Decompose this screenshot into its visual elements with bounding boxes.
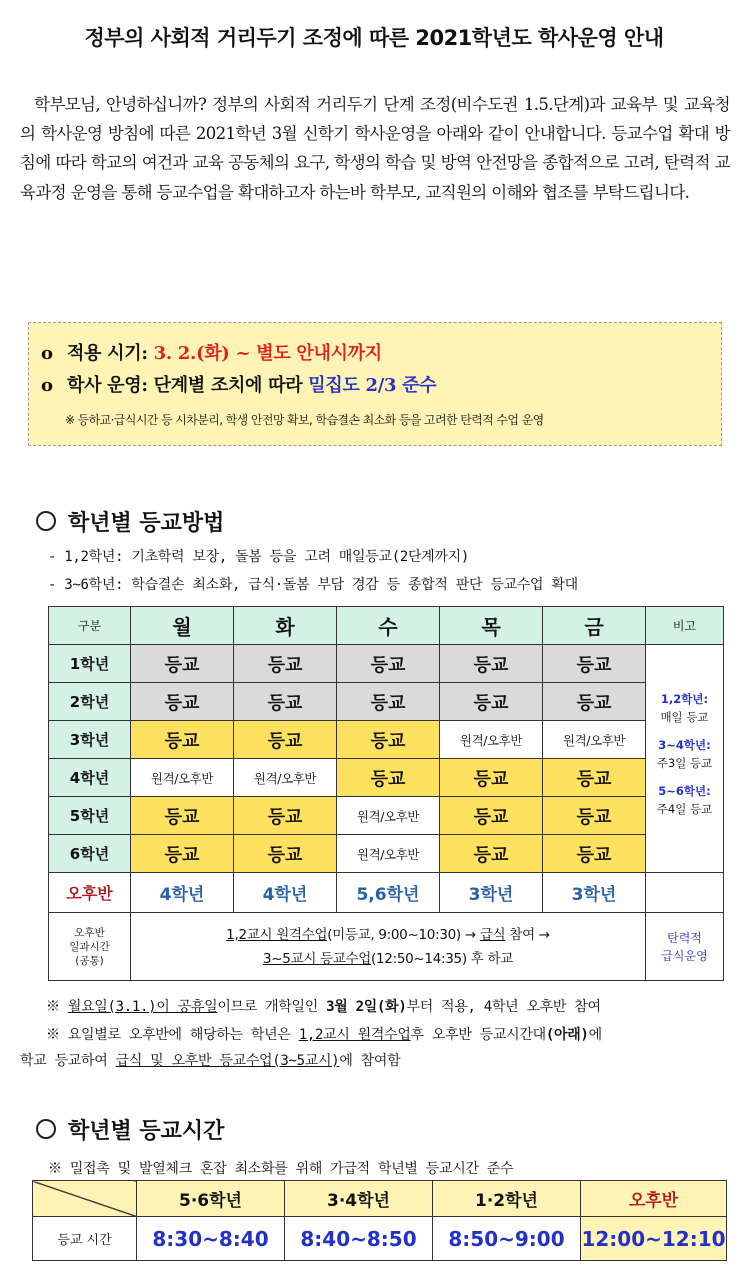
schedule-cell: 원격/오후반: [234, 759, 337, 797]
afternoon-label: 오후반: [49, 873, 131, 913]
intro-paragraph: 학부모님, 안녕하십니까? 정부의 사회적 거리두기 단계 조정(비수도권 1.5.단계)과 교육부 및 교육청의 학사운영 방침에 따른 2021학년 3월 신학기 학사운영을 아래와 같이 안내합니다. 등교수업 확대 방침에 따라 학교의 여건과 교육 공동체의 요구, 학생의 학습 및 방역 안전망을 종합적으로 고려, 탄력적 교육과정 운영을 통해 등교수업을 확대하고자 하는바 학부모, 교직원의 이해와 협조를 부탁드립니다.: [20, 95, 730, 202]
table-row: [49, 759, 724, 797]
header-thu: 목: [440, 607, 543, 645]
remark-3-4-title: 3~4학년:: [658, 737, 711, 752]
remark-3-4-text: 주3일 등교: [656, 755, 713, 770]
schedule-cell: 원격/오후반: [337, 835, 440, 873]
header-grade-1-2: 1·2학년: [433, 1181, 581, 1217]
schedule-cell: 등교: [440, 797, 543, 835]
table-row: [49, 683, 724, 721]
grade-label: 1학년: [49, 645, 131, 683]
header-wed: 수: [337, 607, 440, 645]
period-label: 적용 시기:: [67, 343, 148, 364]
bullet-icon: o: [41, 343, 53, 364]
time-note: ※ 밀접촉 및 발열체크 혼잡 최소화를 위해 가급적 학년별 등교시간 준수: [48, 1161, 514, 1177]
summary-note: ※ 등하교·급식시간 등 시차분리, 학생 안전망 확보, 학습결손 최소화 등을 고려한 탄력적 수업 운영: [65, 413, 544, 427]
schedule-cell: 등교: [234, 835, 337, 873]
bullet-icon: o: [41, 375, 53, 396]
afternoon-cell: 4학년: [234, 873, 337, 913]
schedule-cell: 등교: [543, 797, 646, 835]
schedule-cell: 등교: [337, 759, 440, 797]
schedule-table: [48, 606, 724, 981]
flexible-meal-note: 탄력적 급식운영: [646, 913, 724, 981]
header-grade-5-6: 5·6학년: [137, 1181, 285, 1217]
afternoon-cell: 4학년: [131, 873, 234, 913]
daily-schedule: 1,2교시 원격수업(미등교, 9:00~10:30) → 급식 참여 → 3~5교시 등교수업(12:50~14:35) 후 하교: [131, 913, 646, 981]
schedule-cell: 등교: [131, 835, 234, 873]
table-row: [49, 721, 724, 759]
schedule-header-row: [49, 607, 724, 645]
header-afternoon: 오후반: [581, 1181, 727, 1217]
schedule-cell: 등교: [440, 645, 543, 683]
table-row: [49, 645, 724, 683]
header-mon: 월: [131, 607, 234, 645]
remark-5-6-title: 5~6학년:: [658, 783, 711, 798]
afternoon-cell: 3학년: [440, 873, 543, 913]
note-afternoon-2: 학교 등교하여 급식 및 오후반 등교수업(3~5교시)에 참여함: [20, 1053, 401, 1069]
circle-bullet-icon: [36, 511, 56, 531]
header-remark: 비고: [646, 607, 724, 645]
remark-1-2-text: 매일 등교: [660, 709, 709, 724]
schedule-cell: 등교: [543, 759, 646, 797]
grade-label: 4학년: [49, 759, 131, 797]
schedule-cell: 등교: [234, 797, 337, 835]
note-holiday: ※ 월요일(3.1.)이 공휴일이므로 개학일인 3월 2일(화)부터 적용, 4학년 오후반 참여: [46, 999, 601, 1015]
summary-box: [28, 322, 722, 446]
grade-label: 5학년: [49, 797, 131, 835]
time-row-label: 등교 시간: [33, 1217, 137, 1261]
grade-label: 2학년: [49, 683, 131, 721]
daily-label: 오후반 일과시간 (공통): [49, 913, 131, 981]
time-header-row: [33, 1181, 727, 1217]
schedule-cell: 등교: [234, 683, 337, 721]
daily-row: [49, 913, 724, 981]
schedule-cell: 원격/오후반: [543, 721, 646, 759]
time-grade-5-6: 8:30~8:40: [137, 1217, 285, 1261]
schedule-cell: 등교: [131, 683, 234, 721]
schedule-cell: 등교: [337, 721, 440, 759]
afternoon-cell: 5,6학년: [337, 873, 440, 913]
schedule-cell: 등교: [440, 835, 543, 873]
operation-value: 단계별 조치에 따라: [153, 375, 303, 396]
page-title: 정부의 사회적 거리두기 조정에 따른 2021학년도 학사운영 안내: [84, 26, 664, 50]
schedule-cell: 등교: [131, 721, 234, 759]
schedule-cell: 등교: [543, 645, 646, 683]
remark-5-6-text: 주4일 등교: [656, 801, 713, 816]
schedule-cell: 등교: [337, 683, 440, 721]
schedule-cell: 등교: [131, 797, 234, 835]
schedule-cell: 등교: [234, 645, 337, 683]
schedule-cell: 등교: [337, 645, 440, 683]
period-value: 3. 2.(화) ~ 별도 안내시까지: [153, 343, 382, 364]
table-row: [49, 797, 724, 835]
time-value-row: [33, 1217, 727, 1261]
note-afternoon-1: ※ 요일별로 오후반에 해당하는 학년은 1,2교시 원격수업후 오후반 등교시간대(아래)에: [46, 1027, 602, 1043]
schedule-cell: 등교: [543, 683, 646, 721]
schedule-cell: 원격/오후반: [131, 759, 234, 797]
header-tue: 화: [234, 607, 337, 645]
afternoon-row: [49, 873, 724, 913]
schedule-cell: 등교: [234, 721, 337, 759]
method-note-3-6: - 3~6학년: 학습결손 최소화, 급식·돌봄 부담 경감 등 종합적 판단 등교수업 확대: [48, 577, 578, 593]
summary-operation: [41, 371, 436, 397]
grade-label: 3학년: [49, 721, 131, 759]
circle-bullet-icon: [36, 1119, 56, 1139]
schedule-cell: 원격/오후반: [337, 797, 440, 835]
section-title-method: 학년별 등교방법: [36, 506, 224, 537]
header-fri: 금: [543, 607, 646, 645]
arrival-time-table: [32, 1180, 727, 1261]
section-title-time: 학년별 등교시간: [36, 1114, 224, 1145]
header-grade-3-4: 3·4학년: [285, 1181, 433, 1217]
time-afternoon: 12:00~12:10: [581, 1217, 727, 1261]
method-note-1-2: - 1,2학년: 기초학력 보장, 돌봄 등을 고려 매일등교(2단계까지): [48, 549, 469, 565]
schedule-cell: 등교: [440, 759, 543, 797]
time-grade-1-2: 8:50~9:00: [433, 1217, 581, 1261]
afternoon-cell: 3학년: [543, 873, 646, 913]
remark-1-2-title: 1,2학년:: [660, 691, 709, 706]
schedule-cell: 등교: [440, 683, 543, 721]
remark-cell: [646, 645, 724, 873]
header-category: 구분: [49, 607, 131, 645]
table-row: [49, 835, 724, 873]
schedule-cell: 원격/오후반: [440, 721, 543, 759]
grade-label: 6학년: [49, 835, 131, 873]
operation-label: 학사 운영:: [67, 375, 148, 396]
diagonal-header-cell: [33, 1181, 137, 1217]
afternoon-remark: [646, 873, 724, 913]
summary-period: [41, 339, 382, 365]
schedule-cell: 등교: [543, 835, 646, 873]
time-grade-3-4: 8:40~8:50: [285, 1217, 433, 1261]
operation-density: 밀집도 2/3 준수: [308, 375, 437, 396]
schedule-cell: 등교: [131, 645, 234, 683]
